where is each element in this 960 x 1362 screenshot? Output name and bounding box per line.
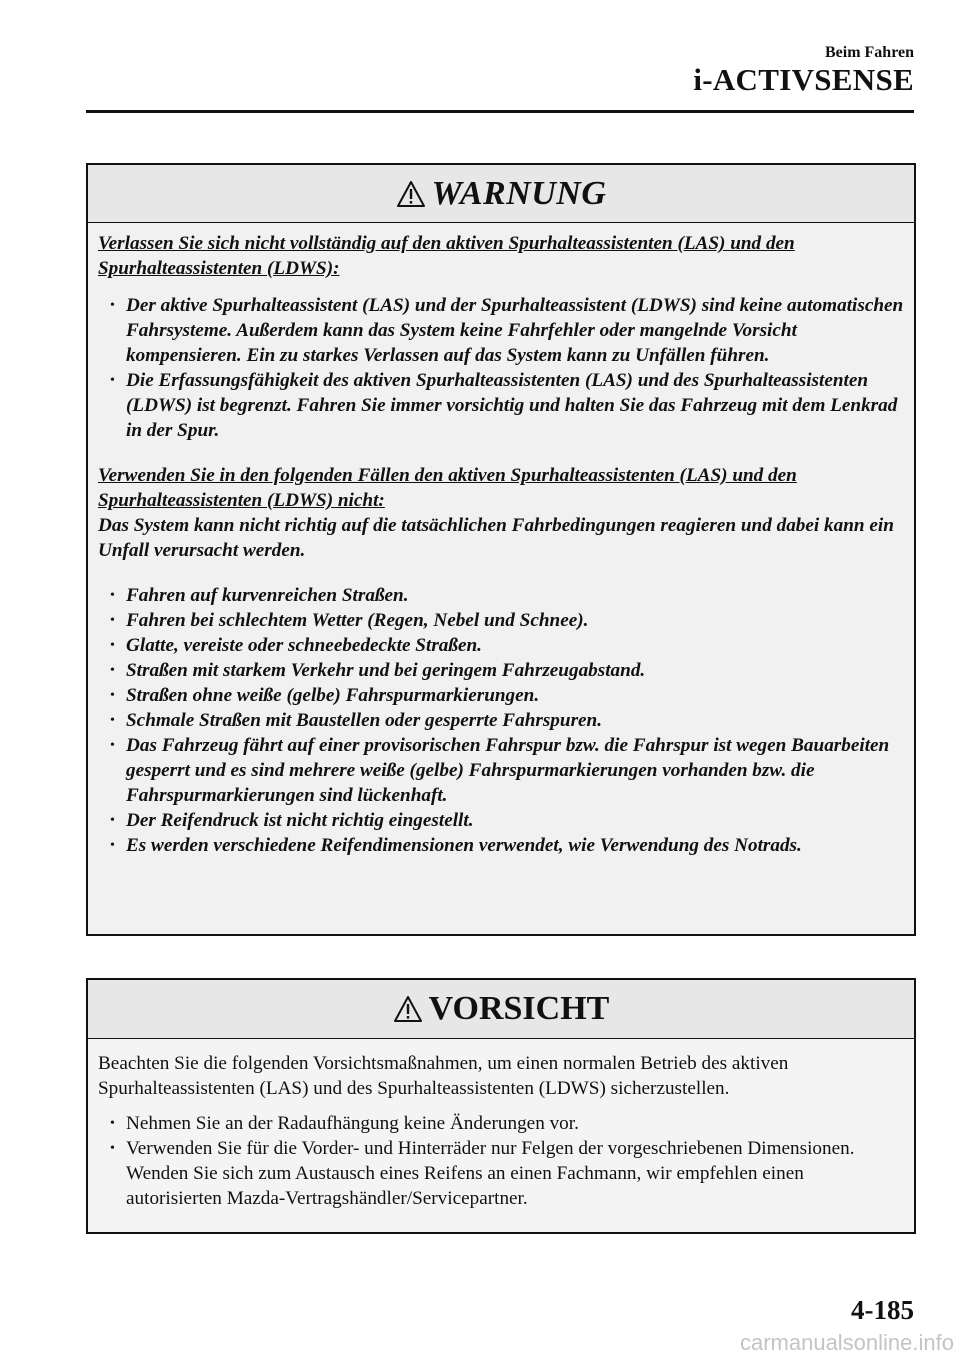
list-item: • Straßen ohne weiße (gelbe) Fahrspurmarkierungen. — [98, 683, 904, 708]
list-item: • Es werden verschiedene Reifendimensionen verwendet, wie Verwendung des Notrads. — [98, 833, 904, 858]
caution-triangle-icon — [393, 995, 423, 1023]
caution-list — [98, 1111, 904, 1211]
caution-label: VORSICHT — [428, 990, 610, 1027]
warning-heading-2: Verwenden Sie in den folgenden Fällen den aktiven Spurhalteassistenten (LAS) und den Spurhalteassistenten (LDWS) nicht: — [98, 465, 797, 511]
list-item: • Der Reifendruck ist nicht richtig eingestellt. — [98, 808, 904, 833]
list-item: • Die Erfassungsfähigkeit des aktiven Spurhalteassistenten (LAS) und des Spurhalteassistenten (LDWS) ist begrenzt. Fahren Sie immer vorsichtig und halten Sie das Fahrzeug mit dem Lenkrad in der Spur. — [98, 368, 904, 443]
list-item: • Fahren bei schlechtem Wetter (Regen, Nebel und Schnee). — [98, 608, 904, 633]
warning-list-1 — [98, 293, 904, 443]
list-item: • Das Fahrzeug fährt auf einer provisorischen Fahrspur bzw. die Fahrspur ist wegen Bauarbeiten gesperrt und es sind mehrere weiße (gelbe) Fahrspurmarkierungen vorhanden bzw. die Fahrspurmarkierungen sind lückenhaft. — [98, 733, 904, 808]
caution-box — [86, 978, 916, 1234]
list-item: • Verwenden Sie für die Vorder- und Hinterräder nur Felgen der vorgeschriebenen Dimensionen. Wenden Sie sich zum Austausch eines Reifens an einen Fachmann, wir empfehlen einen autorisierten Mazda-Vertragshändler/Servicepartner. — [98, 1136, 904, 1211]
list-item: • Nehmen Sie an der Radaufhängung keine Änderungen vor. — [98, 1111, 904, 1136]
caution-content — [88, 1039, 914, 1211]
warning-triangle-icon — [396, 180, 426, 208]
warning-content — [88, 223, 914, 858]
caution-header — [88, 980, 914, 1039]
chapter-title: i-ACTIVSENSE — [693, 62, 914, 97]
watermark: carmanualsonline.info — [739, 1330, 954, 1355]
warning-box — [86, 163, 916, 936]
warning-header — [88, 165, 914, 223]
section-label: Beim Fahren — [824, 44, 914, 61]
warning-list-2 — [98, 583, 904, 858]
list-item: • Fahren auf kurvenreichen Straßen. — [98, 583, 904, 608]
list-item: • Straßen mit starkem Verkehr und bei geringem Fahrzeugabstand. — [98, 658, 904, 683]
list-item: • Schmale Straßen mit Baustellen oder gesperrte Fahrspuren. — [98, 708, 904, 733]
warning-label: WARNUNG — [431, 174, 607, 212]
list-item: • Glatte, vereiste oder schneebedeckte Straßen. — [98, 633, 904, 658]
header-rule — [86, 110, 914, 113]
warning-paragraph-2: Das System kann nicht richtig auf die tatsächlichen Fahrbedingungen reagieren und dabei kann ein Unfall verursacht werden. — [98, 515, 894, 561]
page-number: 4-185 — [851, 1295, 914, 1325]
caution-intro: Beachten Sie die folgenden Vorsichtsmaßnahmen, um einen normalen Betrieb des aktiven Spurhalteassistenten (LAS) und des Spurhalteassistenten (LDWS) sicherzustellen. — [98, 1053, 789, 1099]
warning-heading-1: Verlassen Sie sich nicht vollständig auf den aktiven Spurhalteassistenten (LAS) und den Spurhalteassistenten (LDWS): — [98, 233, 795, 279]
list-item: • Der aktive Spurhalteassistent (LAS) und der Spurhalteassistent (LDWS) sind keine automatischen Fahrsysteme. Außerdem kann das System keine Fahrfehler oder mangelnde Vorsicht kompensieren. Ein zu starkes Verlassen auf das System kann zu Unfällen führen. — [98, 293, 904, 368]
